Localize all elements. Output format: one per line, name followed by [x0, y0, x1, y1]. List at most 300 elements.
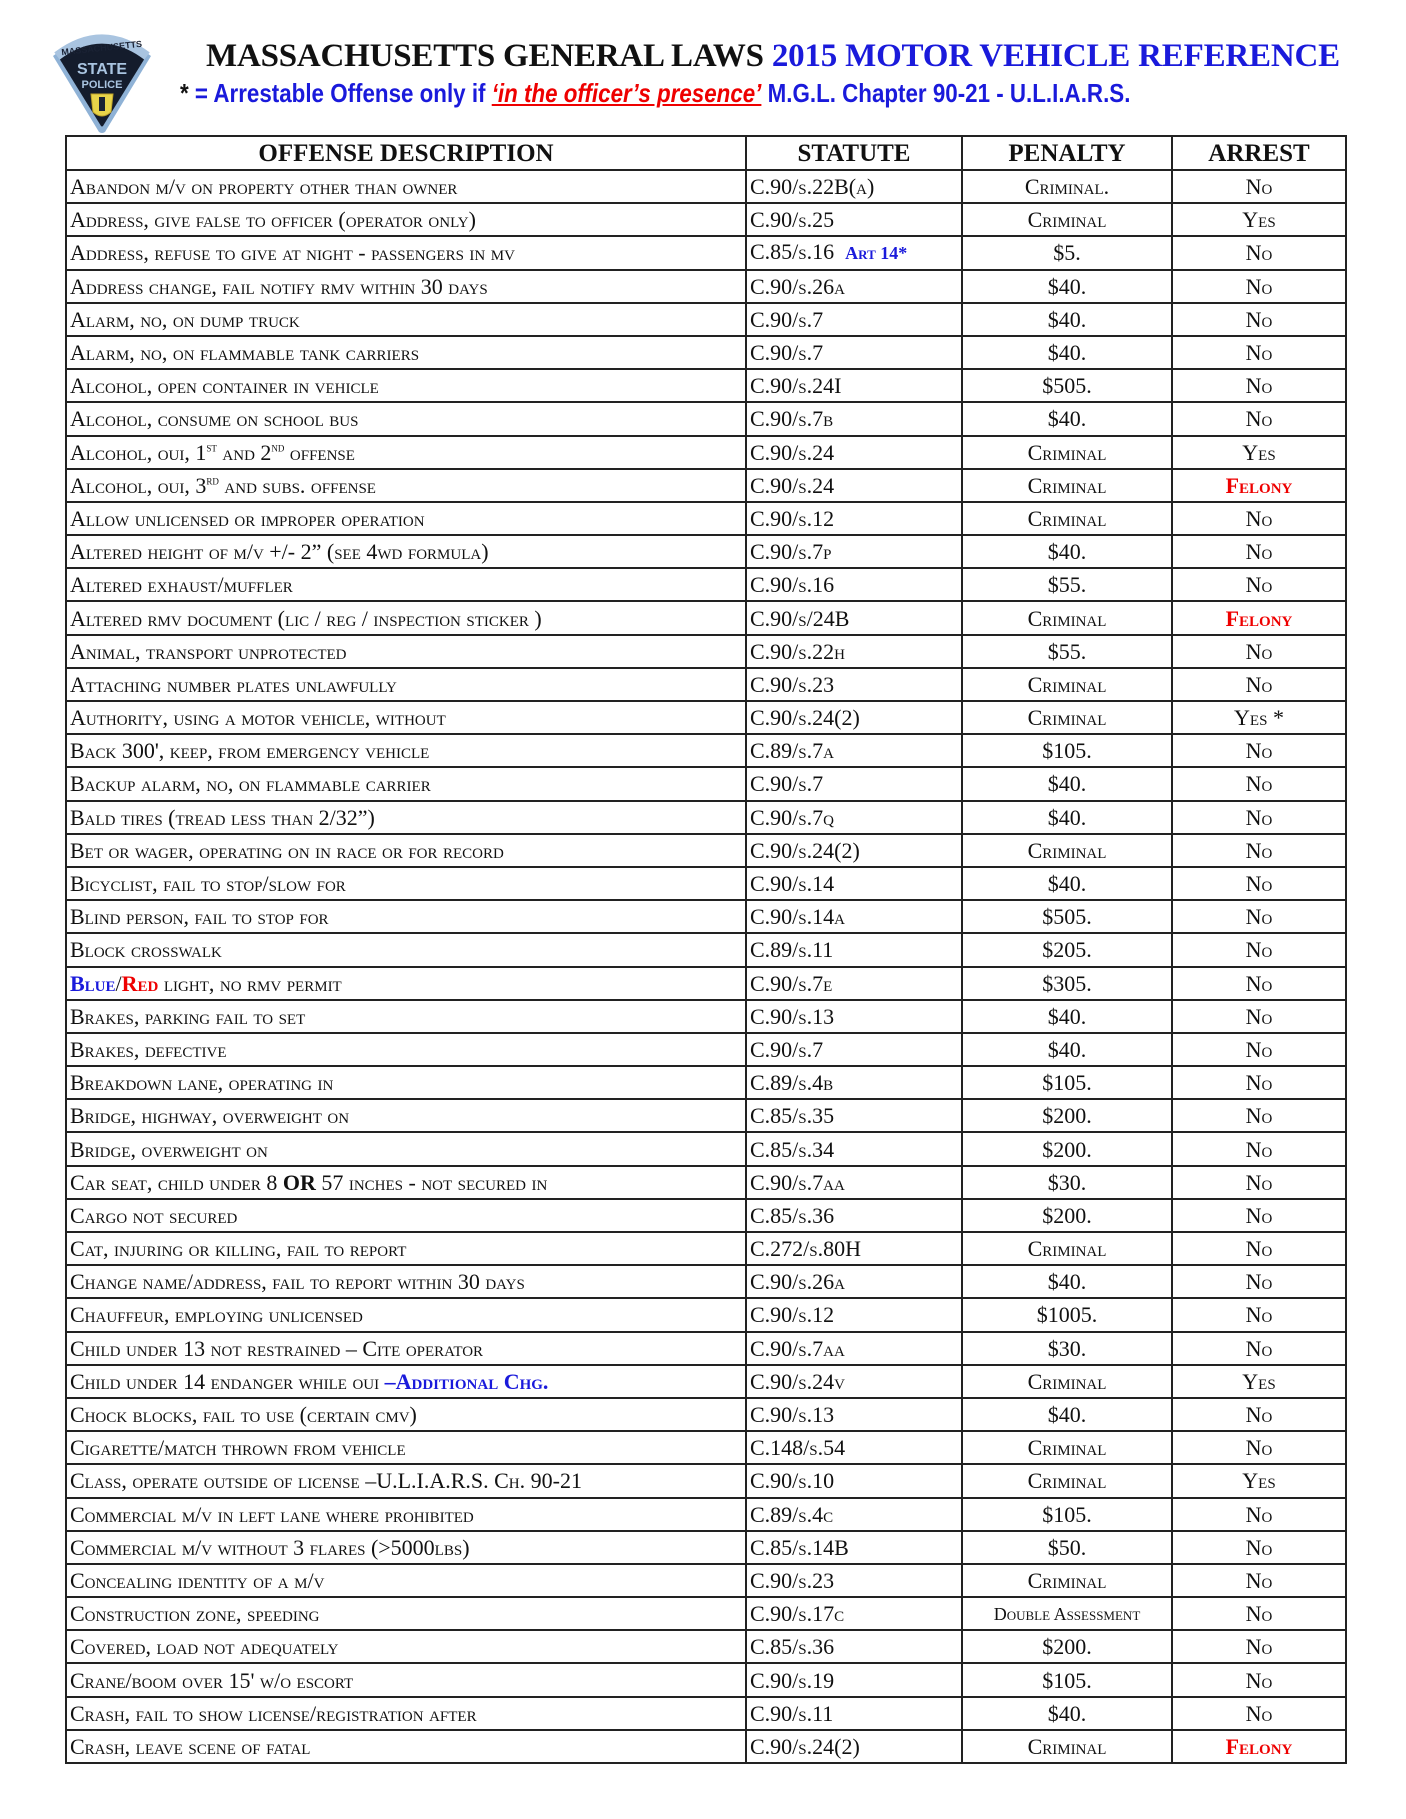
penalty-text: $40.: [1047, 306, 1087, 332]
table-row: [66, 1663, 1346, 1696]
page-title: [206, 38, 1340, 75]
arrest-text: Yes: [1242, 207, 1276, 233]
statute-cell: [746, 170, 962, 203]
offense-text: Alarm, no, on dump truck: [70, 306, 300, 332]
offense-cell: [66, 1033, 746, 1066]
statute-text: C.90/s/24B: [750, 605, 850, 631]
arrest-cell: [1172, 236, 1346, 269]
statute-text: C.85/s.36: [750, 1202, 835, 1228]
statute-cell: [746, 469, 962, 502]
penalty-cell: [962, 369, 1172, 402]
statute-text: C.90/s.22B(a): [750, 174, 875, 200]
penalty-text: $50.: [1047, 1534, 1087, 1560]
penalty-cell: [962, 402, 1172, 435]
offense-cell: [66, 1630, 746, 1663]
arrest-cell: [1172, 1132, 1346, 1165]
penalty-cell: [962, 1332, 1172, 1365]
table-row: [66, 236, 1346, 269]
statute-text: C.85/s.34: [750, 1136, 835, 1162]
table-row: [66, 1365, 1346, 1398]
patch-text-state: STATE: [76, 61, 128, 78]
offense-text: Altered exhaust/muffler: [70, 572, 293, 598]
arrest-cell: [1172, 469, 1346, 502]
penalty-cell: [962, 568, 1172, 601]
arrest-text: Felony: [1225, 472, 1293, 498]
statute-cell: [746, 767, 962, 800]
statute-cell: [746, 1597, 962, 1630]
statute-cell: [746, 1332, 962, 1365]
penalty-cell: [962, 867, 1172, 900]
penalty-text: $40.: [1047, 871, 1087, 897]
penalty-text: $305.: [1042, 970, 1092, 996]
table-row: [66, 1597, 1346, 1630]
offense-cell: [66, 601, 746, 634]
penalty-text: $200.: [1042, 1202, 1092, 1228]
statute-cell: [746, 867, 962, 900]
offense-text: Chauffeur, employing unlicensed: [70, 1302, 363, 1328]
offense-text: Car seat, child under 8: [70, 1169, 283, 1195]
arrest-cell: [1172, 1730, 1346, 1763]
table-row: [66, 303, 1346, 336]
arrest-text: Yes: [1242, 1468, 1276, 1494]
penalty-cell: [962, 1531, 1172, 1564]
penalty-text: Criminal: [1027, 1236, 1107, 1262]
statute-cell: [746, 635, 962, 668]
offense-cell: [66, 568, 746, 601]
penalty-cell: [962, 1365, 1172, 1398]
offense-cell: [66, 502, 746, 535]
offense-cell: [66, 867, 746, 900]
statute-cell: [746, 668, 962, 701]
table-row: [66, 834, 1346, 867]
penalty-cell: [962, 1730, 1172, 1763]
table-row: [66, 469, 1346, 502]
offense-text-end: and subs. offense: [218, 472, 376, 498]
statute-cell: [746, 734, 962, 767]
table-row: [66, 1298, 1346, 1331]
statute-text: C.90/s.12: [750, 505, 835, 531]
offense-text: Crash, leave scene of fatal: [70, 1733, 311, 1759]
offense-sup: nd: [271, 439, 285, 455]
penalty-text: $40.: [1047, 1269, 1087, 1295]
statute-cell: [746, 1697, 962, 1730]
penalty-text: Criminal: [1027, 472, 1107, 498]
penalty-text: $40.: [1047, 804, 1087, 830]
table-row: [66, 933, 1346, 966]
offense-text: Crane/boom over 15' w/o escort: [70, 1667, 354, 1693]
statute-text: C.90/s.7: [750, 771, 824, 797]
offense-text: Brakes, defective: [70, 1036, 227, 1062]
table-row: [66, 535, 1346, 568]
penalty-cell: [962, 1298, 1172, 1331]
table-row: [66, 436, 1346, 469]
offense-text: Altered rmv document (lic / reg / inspection sticker ): [70, 605, 542, 631]
offense-cell: [66, 1464, 746, 1497]
statute-cell: [746, 1630, 962, 1663]
arrest-cell: [1172, 1099, 1346, 1132]
statute-cell: [746, 236, 962, 269]
penalty-cell: [962, 801, 1172, 834]
offense-text: Alcohol, oui, 1: [70, 439, 207, 465]
table-body: [66, 170, 1346, 1763]
statute-cell: [746, 1464, 962, 1497]
arrest-cell: [1172, 1166, 1346, 1199]
statute-text: C.90/s.23: [750, 671, 835, 697]
statute-text: C.90/s.22h: [750, 638, 845, 664]
penalty-text: $105.: [1042, 1070, 1092, 1096]
offense-cell: [66, 1332, 746, 1365]
penalty-text: Criminal: [1027, 671, 1107, 697]
offense-cell: [66, 1066, 746, 1099]
penalty-text: Criminal: [1027, 837, 1107, 863]
statute-cell: [746, 1398, 962, 1431]
offense-text: Backup alarm, no, on flammable carrier: [70, 771, 431, 797]
statute-text: C.90/s.26a: [750, 273, 845, 299]
arrest-cell: [1172, 668, 1346, 701]
penalty-text: $200.: [1042, 1103, 1092, 1129]
offense-text: Animal, transport unprotected: [70, 638, 347, 664]
statute-cell: [746, 336, 962, 369]
arrest-cell: [1172, 535, 1346, 568]
patch-text-massachusetts: MASSACHUSETTS: [60, 38, 143, 58]
statute-cell: [746, 436, 962, 469]
penalty-text: Criminal: [1027, 439, 1107, 465]
statute-text: C.90/s.24: [750, 472, 835, 498]
penalty-cell: [962, 767, 1172, 800]
penalty-cell: [962, 336, 1172, 369]
penalty-cell: [962, 535, 1172, 568]
arrest-cell: [1172, 767, 1346, 800]
penalty-cell: [962, 834, 1172, 867]
offense-cell: [66, 1298, 746, 1331]
statute-cell: [746, 801, 962, 834]
penalty-text: $205.: [1042, 937, 1092, 963]
table-row: [66, 601, 1346, 634]
statute-cell: [746, 701, 962, 734]
arrest-cell: [1172, 1066, 1346, 1099]
statute-text: C.90/s.24(2): [750, 837, 860, 863]
table-row: [66, 1431, 1346, 1464]
page-subtitle: [180, 78, 1130, 109]
table-row: [66, 1730, 1346, 1763]
table-row: [66, 1531, 1346, 1564]
statute-text: C.90/s.24(2): [750, 1733, 860, 1759]
title-black: MASSACHUSETTS GENERAL LAWS: [206, 38, 764, 74]
column-header-statute: STATUTE: [746, 136, 962, 170]
statute-cell: [746, 1431, 962, 1464]
arrest-text: No: [1245, 306, 1273, 332]
offense-cell: [66, 336, 746, 369]
penalty-cell: [962, 734, 1172, 767]
penalty-text: Criminal: [1027, 1567, 1107, 1593]
statute-text: C.90/s.14a: [750, 904, 845, 930]
offense-text: Alcohol, oui, 3: [70, 472, 207, 498]
statute-text: C.90/s.7: [750, 306, 824, 332]
statute-cell: [746, 535, 962, 568]
statute-cell: [746, 1132, 962, 1165]
table-row: [66, 1033, 1346, 1066]
arrest-cell: [1172, 336, 1346, 369]
statute-text: C.148/s.54: [750, 1435, 846, 1461]
table-row: [66, 734, 1346, 767]
statute-text: C.85/s.35: [750, 1103, 835, 1129]
penalty-cell: [962, 469, 1172, 502]
offense-cell: [66, 668, 746, 701]
table-row: [66, 867, 1346, 900]
penalty-cell: [962, 701, 1172, 734]
offense-text: Abandon m/v on property other than owner: [70, 174, 458, 200]
offense-cell: [66, 203, 746, 236]
table-row: [66, 1332, 1346, 1365]
statute-text: C.90/s.7: [750, 1036, 824, 1062]
table-row: [66, 635, 1346, 668]
table-row: [66, 1099, 1346, 1132]
arrest-cell: [1172, 900, 1346, 933]
penalty-cell: [962, 900, 1172, 933]
arrest-cell: [1172, 1431, 1346, 1464]
penalty-cell: [962, 1630, 1172, 1663]
offense-cell: [66, 1265, 746, 1298]
statute-cell: [746, 1265, 962, 1298]
arrest-cell: [1172, 967, 1346, 1000]
offense-cell: [66, 1132, 746, 1165]
offense-text: Address, refuse to give at night - passengers in mv: [70, 240, 515, 266]
offense-bold: OR: [282, 1169, 316, 1195]
arrest-text: No: [1245, 871, 1273, 897]
offense-cell: [66, 834, 746, 867]
statute-text: C.90/s.17c: [750, 1601, 845, 1627]
arrest-text: No: [1245, 273, 1273, 299]
arrest-cell: [1172, 1000, 1346, 1033]
penalty-text: Criminal: [1027, 1733, 1107, 1759]
arrest-cell: [1172, 1033, 1346, 1066]
offense-text: Blind person, fail to stop for: [70, 904, 329, 930]
offense-slash: /: [115, 970, 122, 996]
offense-text: Attaching number plates unlawfully: [70, 671, 397, 697]
column-header-penalty: PENALTY: [962, 136, 1172, 170]
statute-cell: [746, 1166, 962, 1199]
arrest-text: No: [1245, 771, 1273, 797]
penalty-cell: [962, 502, 1172, 535]
table-row: [66, 502, 1346, 535]
offense-text: Bicyclist, fail to stop/slow for: [70, 871, 346, 897]
penalty-text: Criminal: [1027, 705, 1107, 731]
statute-cell: [746, 933, 962, 966]
statute-cell: [746, 1232, 962, 1265]
table-row: [66, 336, 1346, 369]
arrest-text: No: [1245, 1003, 1273, 1029]
arrest-text: No: [1245, 1070, 1273, 1096]
statute-text: C.90/s.7aa: [750, 1335, 845, 1361]
penalty-text: Criminal: [1027, 1435, 1107, 1461]
statute-cell: [746, 1564, 962, 1597]
penalty-text: $55.: [1047, 638, 1087, 664]
penalty-text: $40.: [1047, 1003, 1087, 1029]
penalty-text: $40.: [1047, 771, 1087, 797]
penalty-cell: [962, 1132, 1172, 1165]
statute-cell: [746, 967, 962, 1000]
statute-text: C.90/s.7q: [750, 804, 834, 830]
offense-text: Covered, load not adequately: [70, 1634, 339, 1660]
offense-text: Alcohol, consume on school bus: [70, 406, 359, 432]
offense-text: Bet or wager, operating on in race or for record: [70, 837, 504, 863]
table-row: [66, 402, 1346, 435]
statute-cell: [746, 1498, 962, 1531]
statute-text: C.90/s.23: [750, 1567, 835, 1593]
offense-cell: [66, 801, 746, 834]
statute-text: C.90/s.13: [750, 1402, 835, 1428]
table-row: [66, 1564, 1346, 1597]
penalty-cell: [962, 236, 1172, 269]
penalty-text: Criminal.: [1024, 174, 1110, 200]
arrest-text: No: [1245, 837, 1273, 863]
offense-text: Back 300', keep, from emergency vehicle: [70, 738, 430, 764]
penalty-cell: [962, 1099, 1172, 1132]
offense-cell: [66, 933, 746, 966]
offense-cell: [66, 402, 746, 435]
arrest-text: No: [1245, 1601, 1273, 1627]
offense-cell: [66, 1365, 746, 1398]
table-row: [66, 1697, 1346, 1730]
table-row: [66, 1265, 1346, 1298]
arrest-cell: [1172, 1232, 1346, 1265]
offense-sup: st: [206, 439, 217, 455]
statute-text: C.90/s.7p: [750, 539, 832, 565]
statute-cell: [746, 402, 962, 435]
offense-text: Concealing identity of a m/v: [70, 1567, 325, 1593]
statute-text: C.90/s.13: [750, 1003, 835, 1029]
offense-text: Alcohol, open container in vehicle: [70, 373, 379, 399]
statute-text: C.90/s.7aa: [750, 1169, 845, 1195]
statute-text: C.89/s.4b: [750, 1070, 834, 1096]
arrest-cell: [1172, 834, 1346, 867]
subtitle-star: *: [180, 78, 189, 108]
offense-text: Chock blocks, fail to use (certain cmv): [70, 1402, 417, 1428]
arrest-text: No: [1245, 1236, 1273, 1262]
offense-text: Altered height of m/v +/- 2” (see 4wd formula): [70, 539, 489, 565]
statute-cell: [746, 502, 962, 535]
statute-text: C.90/s.10: [750, 1468, 835, 1494]
arrest-text: No: [1245, 1202, 1273, 1228]
offense-text: Change name/address, fail to report within 30 days: [70, 1269, 525, 1295]
penalty-cell: [962, 1564, 1172, 1597]
arrest-cell: [1172, 203, 1346, 236]
penalty-text: Criminal: [1027, 1468, 1107, 1494]
offense-cell: [66, 270, 746, 303]
penalty-cell: [962, 967, 1172, 1000]
penalty-text: $55.: [1047, 572, 1087, 598]
arrest-cell: [1172, 270, 1346, 303]
statute-cell: [746, 1298, 962, 1331]
arrest-text: Yes *: [1234, 705, 1284, 731]
offense-cell: [66, 967, 746, 1000]
table-row: [66, 170, 1346, 203]
arrest-text: No: [1245, 1700, 1273, 1726]
statute-cell: [746, 1099, 962, 1132]
statute-text: C.85/s.16: [750, 239, 835, 265]
arrest-cell: [1172, 502, 1346, 535]
arrest-cell: [1172, 1498, 1346, 1531]
offense-text: Bridge, overweight on: [70, 1136, 268, 1162]
statute-text: C.85/s.36: [750, 1634, 835, 1660]
arrest-cell: [1172, 1697, 1346, 1730]
arrest-cell: [1172, 1531, 1346, 1564]
arrest-cell: [1172, 1464, 1346, 1497]
offense-cell: [66, 170, 746, 203]
arrest-text: No: [1245, 174, 1273, 200]
offense-cell: [66, 900, 746, 933]
arrest-text: No: [1245, 1402, 1273, 1428]
offense-cell: [66, 1000, 746, 1033]
arrest-cell: [1172, 734, 1346, 767]
offense-cell: [66, 701, 746, 734]
penalty-text: $40.: [1047, 1402, 1087, 1428]
arrest-text: Yes: [1242, 1368, 1276, 1394]
statute-cell: [746, 1531, 962, 1564]
arrest-cell: [1172, 1597, 1346, 1630]
table-row: [66, 270, 1346, 303]
offense-cell: [66, 1597, 746, 1630]
offense-text: Child under 14 endanger while oui: [70, 1368, 385, 1394]
statute-text: C.90/s.11: [750, 1700, 834, 1726]
statute-text: C.90/s.7: [750, 340, 824, 366]
offense-text: Cigarette/match thrown from vehicle: [70, 1435, 406, 1461]
offense-text: Bridge, highway, overweight on: [70, 1103, 350, 1129]
offense-text: Child under 13 not restrained – Cite operator: [70, 1335, 484, 1361]
table-row: [66, 1232, 1346, 1265]
table-row: [66, 801, 1346, 834]
arrest-cell: [1172, 369, 1346, 402]
statute-cell: [746, 568, 962, 601]
statute-cell: [746, 369, 962, 402]
arrest-text: No: [1245, 572, 1273, 598]
arrest-text: No: [1245, 240, 1273, 266]
offense-cell: [66, 635, 746, 668]
statute-text: C.90/s.25: [750, 207, 835, 233]
arrest-text: No: [1245, 1634, 1273, 1660]
penalty-cell: [962, 1000, 1172, 1033]
statute-text: C.90/s.26a: [750, 1269, 845, 1295]
arrest-text: No: [1245, 671, 1273, 697]
offense-text-mid: and 2: [216, 439, 272, 465]
offense-text: Crash, fail to show license/registration after: [70, 1700, 477, 1726]
offense-cell: [66, 1531, 746, 1564]
offense-cell: [66, 1663, 746, 1696]
arrest-cell: [1172, 601, 1346, 634]
penalty-text: $40.: [1047, 1700, 1087, 1726]
statute-cell: [746, 1033, 962, 1066]
statute-cell: [746, 1730, 962, 1763]
offense-text: Cargo not secured: [70, 1202, 238, 1228]
penalty-text: $40.: [1047, 539, 1087, 565]
penalty-text: $40.: [1047, 1036, 1087, 1062]
table-row: [66, 1066, 1346, 1099]
arrest-text: No: [1245, 1103, 1273, 1129]
offense-cell: [66, 1697, 746, 1730]
arrest-text: Yes: [1242, 439, 1276, 465]
table-row: [66, 1132, 1346, 1165]
penalty-text: Criminal: [1027, 505, 1107, 531]
penalty-cell: [962, 1033, 1172, 1066]
penalty-cell: [962, 170, 1172, 203]
penalty-cell: [962, 668, 1172, 701]
arrest-text: No: [1245, 1269, 1273, 1295]
offense-text-end: offense: [284, 439, 355, 465]
statute-cell: [746, 900, 962, 933]
offense-cell: [66, 1232, 746, 1265]
offense-text-end: 57 inches - not secured in: [315, 1169, 548, 1195]
offense-table: [65, 135, 1347, 1764]
